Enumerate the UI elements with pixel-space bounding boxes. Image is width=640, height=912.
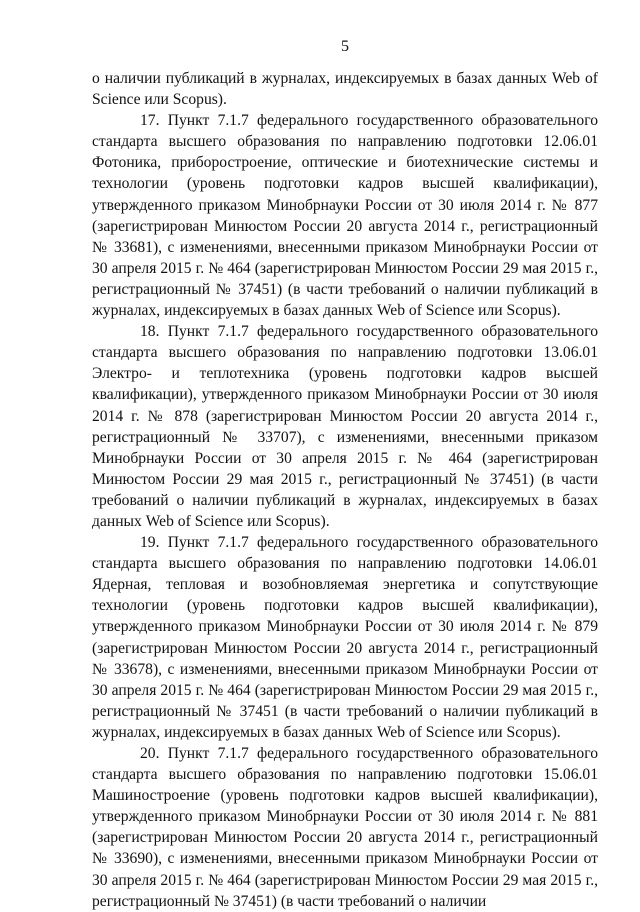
paragraph-number: 17. [140, 112, 160, 130]
paragraph-item-20 [92, 743, 598, 912]
paragraph-number: 18. [140, 323, 160, 341]
paragraph-number: 20. [140, 745, 160, 762]
paragraph-continuation [92, 68, 598, 110]
paragraph-item-19 [92, 532, 598, 743]
paragraph-text: Пункт 7.1.7 федерального государственного образовательного стандарта высшего образования по направлению подготовки 13.06.01 Электро- и теплотехника (уровень подготовки кадров высшей квалификации), утвержденного приказом Минобрнауки России от 30 июля 2014 г. № 878 (зарегистрирован Минюстом России 20 августа 2014 г., регистрационный № 33707), с изменениями, внесенными приказом Минобрнауки России от 30 апреля 2015 г. № 464 (зарегистрирован Минюстом России 29 мая 2015 г., регистрационный № 37451) (в части требований о наличии публикаций в журналах, индексируемых в базах данных Web of Science или Scopus). [92, 323, 598, 530]
paragraph-number: 19. [140, 534, 160, 552]
page-number: 5 [341, 38, 349, 55]
paragraph-text: Пункт 7.1.7 федерального государственного образовательного стандарта высшего образования по направлению подготовки 12.06.01 Фотоника, приборостроение, оптические и биотехнические системы и технологии (уровень подготовки кадров высшей квалификации), утвержденного приказом Минобрнауки России от 30 июля 2014 г. № 877 (зарегистрирован Минюстом России 20 августа 2014 г., регистрационный № 33681), с изменениями, внесенными приказом Минобрнауки России от 30 апреля 2015 г. № 464 (зарегистрирован Минюстом России 29 мая 2015 г., регистрационный № 37451) (в части требований о наличии публикаций в журналах, индексируемых в базах данных Web of Science или Scopus). [92, 112, 598, 320]
paragraph-item-17 [92, 110, 598, 321]
paragraph-text: Пункт 7.1.7 федерального государственного образовательного стандарта высшего образования по направлению подготовки 15.06.01 Машиностроение (уровень подготовки кадров высшей квалификации), утвержденного приказом Минобрнауки России от 30 июля 2014 г. № 881 (зарегистрирован Минюстом России 20 августа 2014 г., регистрационный № 33690), с изменениями, внесенными приказом Минобрнауки России от 30 апреля 2015 г. № 464 (зарегистрирован Минюстом России 29 мая 2015 г., регистрационный № 37451) (в части требований о наличии [92, 745, 598, 910]
paragraph-text: Пункт 7.1.7 федерального государственного образовательного стандарта высшего образования по направлению подготовки 14.06.01 Ядерная, тепловая и возобновляемая энергетика и сопутствующие технологии (уровень подготовки кадров высшей квалификации), утвержденного приказом Минобрнауки России от 30 июля 2014 г. № 879 (зарегистрирован Минюстом России 20 августа 2014 г., регистрационный № 33678), с изменениями, внесенными приказом Минобрнауки России от 30 апреля 2015 г. № 464 (зарегистрирован Минюстом России 29 мая 2015 г., регистрационный № 37451 (в части требований о наличии публикаций в журналах, индексируемых в базах данных Web of Science или Scopus). [92, 534, 598, 741]
paragraph-text: о наличии публикаций в журналах, индексируемых в базах данных Web of Science или Scopus). [92, 70, 598, 109]
paragraph-item-18 [92, 321, 598, 532]
